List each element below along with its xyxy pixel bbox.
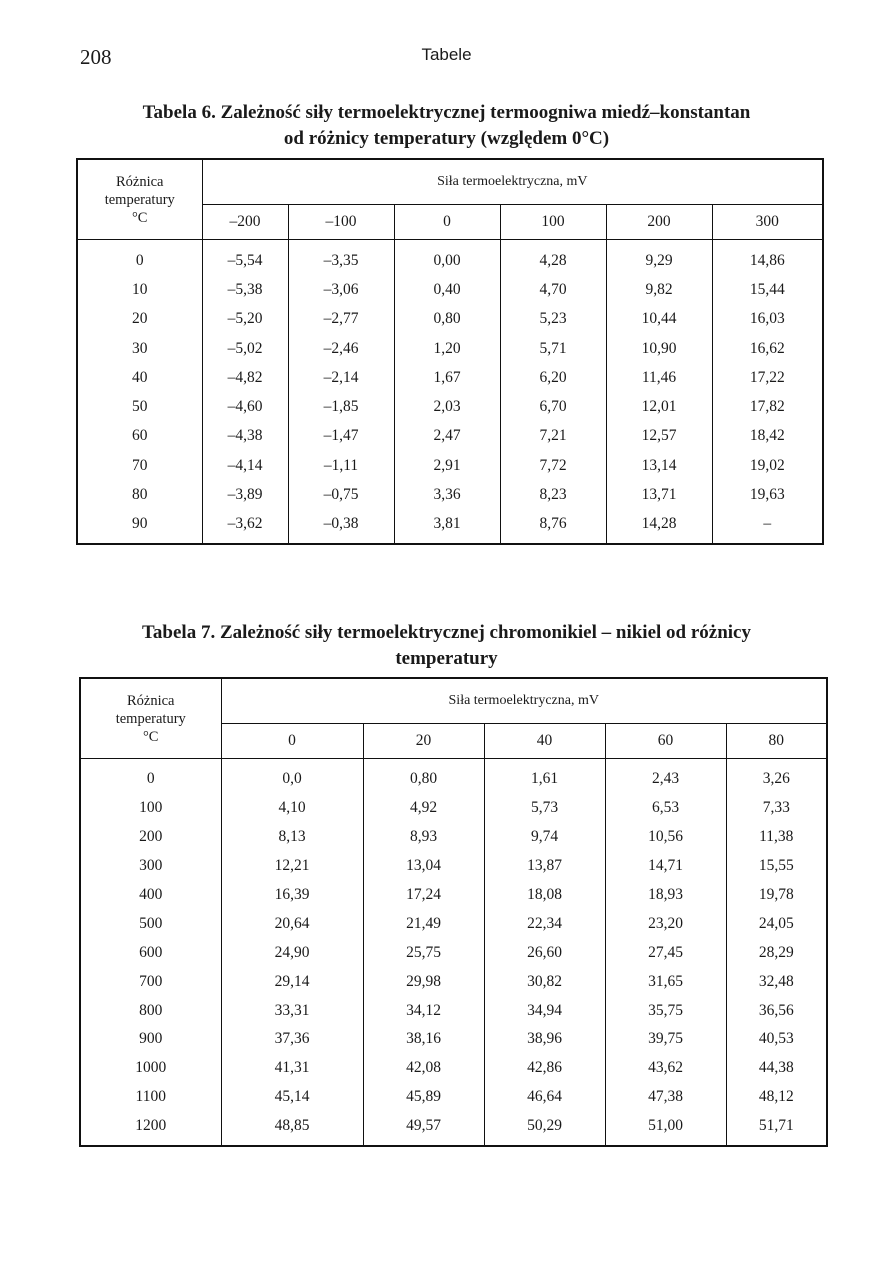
value-cell: 16,62 bbox=[712, 334, 823, 363]
table6-row-header-line1: Różnica bbox=[115, 173, 164, 190]
value-cell: 8,23 bbox=[500, 480, 606, 509]
table6-caption-line1: Tabela 6. Zależność siły termoelektrycznej termoogniwa miedź–konstantan bbox=[142, 102, 751, 123]
value-cell: 7,33 bbox=[726, 794, 827, 823]
table-row bbox=[77, 305, 823, 334]
value-cell: 37,36 bbox=[221, 1025, 363, 1054]
value-cell: 0,80 bbox=[363, 759, 484, 794]
value-cell: 0,0 bbox=[221, 759, 363, 794]
value-cell: 14,71 bbox=[605, 852, 726, 881]
value-cell: 13,87 bbox=[484, 852, 605, 881]
table7-column-header: 60 bbox=[605, 724, 726, 759]
value-cell: 8,13 bbox=[221, 823, 363, 852]
value-cell: 42,86 bbox=[484, 1054, 605, 1083]
value-cell: 3,81 bbox=[394, 510, 500, 544]
row-label-cell: 0 bbox=[80, 759, 221, 794]
page-number: 208 bbox=[80, 45, 112, 69]
table6-row-header bbox=[77, 159, 202, 240]
table-row bbox=[80, 1083, 827, 1112]
row-label-cell: 0 bbox=[77, 240, 202, 276]
value-cell: 3,36 bbox=[394, 480, 500, 509]
value-cell: 35,75 bbox=[605, 996, 726, 1025]
value-cell: 50,29 bbox=[484, 1112, 605, 1146]
value-cell: 33,31 bbox=[221, 996, 363, 1025]
value-cell: 1,61 bbox=[484, 759, 605, 794]
value-cell: 4,92 bbox=[363, 794, 484, 823]
value-cell: 7,72 bbox=[500, 451, 606, 480]
value-cell: –4,14 bbox=[202, 451, 288, 480]
value-cell: 51,71 bbox=[726, 1112, 827, 1146]
value-cell: –5,20 bbox=[202, 305, 288, 334]
table6-column-header: 300 bbox=[712, 205, 823, 240]
table7-body bbox=[80, 759, 827, 1146]
value-cell: 25,75 bbox=[363, 938, 484, 967]
value-cell: 0,80 bbox=[394, 305, 500, 334]
table-row bbox=[77, 363, 823, 392]
row-label-cell: 30 bbox=[77, 334, 202, 363]
value-cell: 30,82 bbox=[484, 967, 605, 996]
table-row bbox=[80, 996, 827, 1025]
table7-column-header: 80 bbox=[726, 724, 827, 759]
table7-column-header: 0 bbox=[221, 724, 363, 759]
table-row bbox=[80, 759, 827, 794]
table6 bbox=[76, 158, 824, 545]
table6-column-header: –100 bbox=[288, 205, 394, 240]
value-cell: 15,44 bbox=[712, 275, 823, 304]
value-cell: 8,93 bbox=[363, 823, 484, 852]
value-cell: –1,11 bbox=[288, 451, 394, 480]
value-cell: 21,49 bbox=[363, 909, 484, 938]
table7-group-header: Siła termoelektryczna, mV bbox=[221, 678, 827, 724]
value-cell: 16,39 bbox=[221, 881, 363, 910]
value-cell: 23,20 bbox=[605, 909, 726, 938]
value-cell: 2,03 bbox=[394, 392, 500, 421]
table-row bbox=[80, 881, 827, 910]
row-label-cell: 800 bbox=[80, 996, 221, 1025]
value-cell: 9,74 bbox=[484, 823, 605, 852]
table6-column-header: –200 bbox=[202, 205, 288, 240]
value-cell: –3,06 bbox=[288, 275, 394, 304]
table-row bbox=[80, 1025, 827, 1054]
value-cell: –3,89 bbox=[202, 480, 288, 509]
value-cell: 3,26 bbox=[726, 759, 827, 794]
value-cell: 0,00 bbox=[394, 240, 500, 276]
table6-column-header: 200 bbox=[606, 205, 712, 240]
table-row bbox=[80, 1054, 827, 1083]
table6-body bbox=[77, 240, 823, 544]
value-cell: –5,02 bbox=[202, 334, 288, 363]
value-cell: 41,31 bbox=[221, 1054, 363, 1083]
table-row bbox=[77, 480, 823, 509]
table-row bbox=[80, 794, 827, 823]
row-label-cell: 1000 bbox=[80, 1054, 221, 1083]
table7-row-header-line3: °C bbox=[143, 728, 159, 745]
value-cell: 4,70 bbox=[500, 275, 606, 304]
value-cell: –4,60 bbox=[202, 392, 288, 421]
value-cell: 28,29 bbox=[726, 938, 827, 967]
value-cell: 5,23 bbox=[500, 305, 606, 334]
value-cell: 19,02 bbox=[712, 451, 823, 480]
value-cell: 5,73 bbox=[484, 794, 605, 823]
table7 bbox=[79, 677, 828, 1147]
value-cell: 18,42 bbox=[712, 422, 823, 451]
value-cell: 16,03 bbox=[712, 305, 823, 334]
value-cell: 6,20 bbox=[500, 363, 606, 392]
row-label-cell: 500 bbox=[80, 909, 221, 938]
value-cell: 2,91 bbox=[394, 451, 500, 480]
value-cell: 38,16 bbox=[363, 1025, 484, 1054]
row-label-cell: 20 bbox=[77, 305, 202, 334]
value-cell: 13,14 bbox=[606, 451, 712, 480]
value-cell: 2,47 bbox=[394, 422, 500, 451]
value-cell: 24,05 bbox=[726, 909, 827, 938]
value-cell: 40,53 bbox=[726, 1025, 827, 1054]
value-cell: 6,70 bbox=[500, 392, 606, 421]
value-cell: –5,54 bbox=[202, 240, 288, 276]
row-label-cell: 300 bbox=[80, 852, 221, 881]
value-cell: 19,78 bbox=[726, 881, 827, 910]
table6-group-header: Siła termoelektryczna, mV bbox=[202, 159, 823, 205]
value-cell: 8,76 bbox=[500, 510, 606, 544]
value-cell: 9,82 bbox=[606, 275, 712, 304]
value-cell: 27,45 bbox=[605, 938, 726, 967]
value-cell: 11,38 bbox=[726, 823, 827, 852]
value-cell: 49,57 bbox=[363, 1112, 484, 1146]
table-row bbox=[77, 240, 823, 276]
value-cell: 7,21 bbox=[500, 422, 606, 451]
row-label-cell: 80 bbox=[77, 480, 202, 509]
value-cell: –1,47 bbox=[288, 422, 394, 451]
value-cell: 18,08 bbox=[484, 881, 605, 910]
row-label-cell: 900 bbox=[80, 1025, 221, 1054]
table7-row-header-line1: Różnica bbox=[126, 692, 175, 709]
table-row bbox=[77, 275, 823, 304]
value-cell: 45,14 bbox=[221, 1083, 363, 1112]
row-label-cell: 200 bbox=[80, 823, 221, 852]
value-cell: 0,40 bbox=[394, 275, 500, 304]
value-cell: 31,65 bbox=[605, 967, 726, 996]
table-row bbox=[77, 422, 823, 451]
table7-column-header: 20 bbox=[363, 724, 484, 759]
row-label-cell: 400 bbox=[80, 881, 221, 910]
table7-column-header: 40 bbox=[484, 724, 605, 759]
value-cell: 24,90 bbox=[221, 938, 363, 967]
row-label-cell: 50 bbox=[77, 392, 202, 421]
table6-caption bbox=[0, 100, 893, 152]
value-cell: 18,93 bbox=[605, 881, 726, 910]
value-cell: 12,57 bbox=[606, 422, 712, 451]
row-label-cell: 1200 bbox=[80, 1112, 221, 1146]
table7-caption-line1: Tabela 7. Zależność siły termoelektrycznej chromonikiel – nikiel od różnicy bbox=[142, 622, 751, 643]
value-cell: –1,85 bbox=[288, 392, 394, 421]
table-row bbox=[77, 451, 823, 480]
value-cell: 9,29 bbox=[606, 240, 712, 276]
table-row bbox=[80, 938, 827, 967]
value-cell: 6,53 bbox=[605, 794, 726, 823]
value-cell: 34,12 bbox=[363, 996, 484, 1025]
value-cell: 19,63 bbox=[712, 480, 823, 509]
value-cell: 39,75 bbox=[605, 1025, 726, 1054]
running-head: Tabele bbox=[421, 45, 472, 64]
value-cell: 1,67 bbox=[394, 363, 500, 392]
value-cell: 29,14 bbox=[221, 967, 363, 996]
value-cell: 14,86 bbox=[712, 240, 823, 276]
value-cell: –0,75 bbox=[288, 480, 394, 509]
table-row bbox=[80, 909, 827, 938]
value-cell: 36,56 bbox=[726, 996, 827, 1025]
value-cell: 12,01 bbox=[606, 392, 712, 421]
table7-caption bbox=[0, 620, 893, 672]
table7-row-header-line2: temperatury bbox=[115, 710, 186, 727]
table-row bbox=[80, 1112, 827, 1146]
value-cell: 32,48 bbox=[726, 967, 827, 996]
row-label-cell: 10 bbox=[77, 275, 202, 304]
value-cell: –5,38 bbox=[202, 275, 288, 304]
table6-row-header-line3: °C bbox=[132, 209, 148, 226]
value-cell: 14,28 bbox=[606, 510, 712, 544]
value-cell: 46,64 bbox=[484, 1083, 605, 1112]
table-row bbox=[77, 510, 823, 544]
value-cell: 42,08 bbox=[363, 1054, 484, 1083]
table-row bbox=[80, 823, 827, 852]
value-cell: 48,85 bbox=[221, 1112, 363, 1146]
value-cell: 10,56 bbox=[605, 823, 726, 852]
value-cell: –0,38 bbox=[288, 510, 394, 544]
value-cell: –4,82 bbox=[202, 363, 288, 392]
value-cell: 48,12 bbox=[726, 1083, 827, 1112]
table-row bbox=[77, 334, 823, 363]
value-cell: 26,60 bbox=[484, 938, 605, 967]
value-cell: 4,10 bbox=[221, 794, 363, 823]
row-label-cell: 60 bbox=[77, 422, 202, 451]
value-cell: –4,38 bbox=[202, 422, 288, 451]
row-label-cell: 600 bbox=[80, 938, 221, 967]
value-cell: 10,44 bbox=[606, 305, 712, 334]
value-cell: 4,28 bbox=[500, 240, 606, 276]
value-cell: 34,94 bbox=[484, 996, 605, 1025]
table7-row-header bbox=[80, 678, 221, 759]
value-cell: 17,24 bbox=[363, 881, 484, 910]
table6-column-header: 0 bbox=[394, 205, 500, 240]
value-cell: – bbox=[712, 510, 823, 544]
value-cell: 15,55 bbox=[726, 852, 827, 881]
table7-caption-line2: temperatury bbox=[395, 648, 498, 669]
value-cell: –2,77 bbox=[288, 305, 394, 334]
value-cell: –3,35 bbox=[288, 240, 394, 276]
row-label-cell: 100 bbox=[80, 794, 221, 823]
value-cell: 45,89 bbox=[363, 1083, 484, 1112]
value-cell: –2,14 bbox=[288, 363, 394, 392]
value-cell: –2,46 bbox=[288, 334, 394, 363]
value-cell: 5,71 bbox=[500, 334, 606, 363]
table6-row-header-line2: temperatury bbox=[104, 191, 175, 208]
table-row bbox=[80, 967, 827, 996]
value-cell: 1,20 bbox=[394, 334, 500, 363]
value-cell: 11,46 bbox=[606, 363, 712, 392]
table6-column-header: 100 bbox=[500, 205, 606, 240]
value-cell: 20,64 bbox=[221, 909, 363, 938]
value-cell: 17,82 bbox=[712, 392, 823, 421]
value-cell: 29,98 bbox=[363, 967, 484, 996]
value-cell: 10,90 bbox=[606, 334, 712, 363]
row-label-cell: 40 bbox=[77, 363, 202, 392]
value-cell: 51,00 bbox=[605, 1112, 726, 1146]
row-label-cell: 1100 bbox=[80, 1083, 221, 1112]
value-cell: 44,38 bbox=[726, 1054, 827, 1083]
row-label-cell: 70 bbox=[77, 451, 202, 480]
value-cell: 17,22 bbox=[712, 363, 823, 392]
row-label-cell: 90 bbox=[77, 510, 202, 544]
value-cell: 38,96 bbox=[484, 1025, 605, 1054]
table-row bbox=[77, 392, 823, 421]
value-cell: 47,38 bbox=[605, 1083, 726, 1112]
row-label-cell: 700 bbox=[80, 967, 221, 996]
value-cell: –3,62 bbox=[202, 510, 288, 544]
value-cell: 22,34 bbox=[484, 909, 605, 938]
value-cell: 13,71 bbox=[606, 480, 712, 509]
value-cell: 12,21 bbox=[221, 852, 363, 881]
value-cell: 13,04 bbox=[363, 852, 484, 881]
table6-caption-line2: od różnicy temperatury (względem 0°C) bbox=[283, 128, 610, 149]
table-row bbox=[80, 852, 827, 881]
value-cell: 43,62 bbox=[605, 1054, 726, 1083]
value-cell: 2,43 bbox=[605, 759, 726, 794]
